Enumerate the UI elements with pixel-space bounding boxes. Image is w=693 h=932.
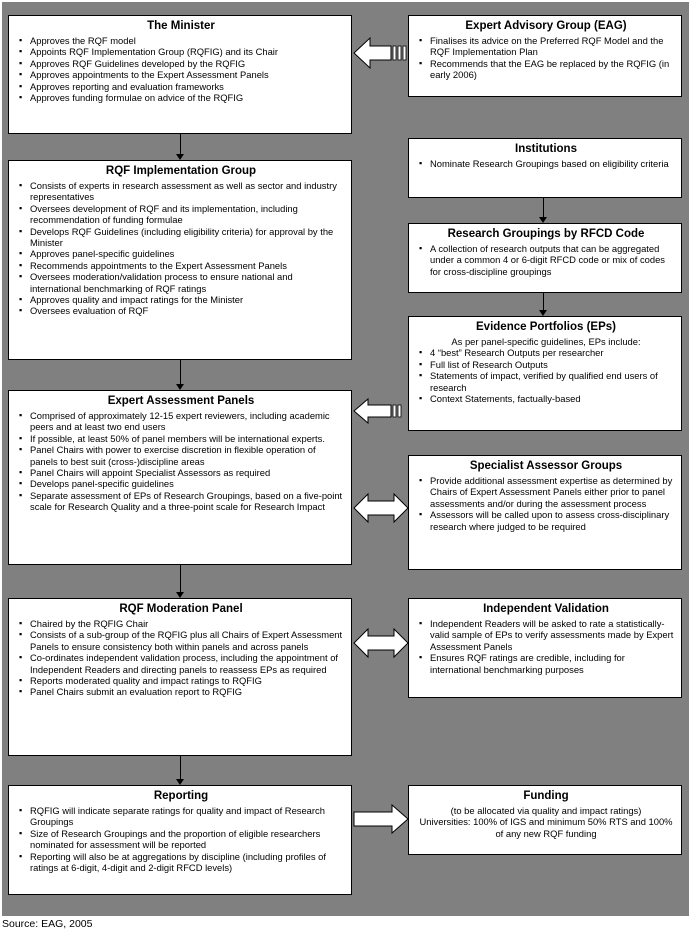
list-item: ▪ Approves reporting and evaluation frameworks <box>30 81 345 92</box>
rqfig-box <box>8 160 352 360</box>
eag-list <box>417 35 675 81</box>
list-item: ▪ Approves panel-specific guidelines <box>30 248 345 259</box>
minister-list <box>17 35 345 103</box>
institutions-list <box>417 158 675 169</box>
list-item: ▪ Oversees evaluation of RQF <box>30 305 345 316</box>
list-item: ▪ Oversees development of RQF and its implementation, including recommendation of funding formulae <box>30 203 345 226</box>
reporting-box <box>8 785 352 895</box>
institutions-title: Institutions <box>515 143 577 155</box>
connector-line <box>543 198 544 217</box>
list-item: ▪ Approves RQF Guidelines developed by the RQFIG <box>30 58 345 69</box>
list-item: ▪ Oversees moderation/validation process to ensure national and international benchmarking of RQF ratings <box>30 271 345 294</box>
research-groupings-list <box>417 243 675 277</box>
list-item: ▪ Consists of experts in research assessment as well as sector and industry representatives <box>30 180 345 203</box>
arrow-down-icon <box>176 384 184 390</box>
rqfig-list <box>17 180 345 317</box>
evidence-portfolios-intro: As per panel-specific guidelines, EPs include: <box>451 336 641 347</box>
moderation-panel-title: RQF Moderation Panel <box>119 603 243 615</box>
connector-line <box>180 360 181 384</box>
list-item: ▪ Reporting will also be at aggregations by discipline (including profiles of ratings at 6-digit, 4-digit and 2-digit RFCD levels) <box>30 851 345 874</box>
arrow-right-icon <box>353 804 409 834</box>
list-item: ▪ Context Statements, factually-based <box>430 393 675 404</box>
arrow-down-icon <box>539 310 547 316</box>
list-item: ▪ Assessors will be called upon to assess cross-disciplinary research where judged to be required <box>430 509 675 532</box>
funding-universities-text: Universities: 100% of IGS and minimum 50% RTS and 100% of any new RQF funding <box>419 816 673 839</box>
expert-panels-box <box>8 390 352 565</box>
list-item: ▪ If possible, at least 50% of panel members will be international experts. <box>30 433 345 444</box>
expert-panels-list <box>17 410 345 513</box>
connector-line <box>543 293 544 310</box>
list-item: ▪ A collection of research outputs that can be aggregated under a common 4 or 6-digit RFCD code or mix of codes for cross-discipline groupings <box>430 243 675 277</box>
independent-validation-box <box>408 598 682 698</box>
list-item: ▪ Develops RQF Guidelines (including eligibility criteria) for approval by the Minister <box>30 226 345 249</box>
evidence-portfolios-list <box>417 347 675 404</box>
moderation-panel-list <box>17 618 345 698</box>
expert-panels-title: Expert Assessment Panels <box>107 395 255 407</box>
list-item: ▪ Appoints RQF Implementation Group (RQFIG) and its Chair <box>30 46 345 57</box>
arrow-down-icon <box>539 217 547 223</box>
connector-line <box>180 756 181 779</box>
list-item: ▪ Approves quality and impact ratings for the Minister <box>30 294 345 305</box>
list-item: ▪ Statements of impact, verified by qualified end users of research <box>430 370 675 393</box>
list-item: ▪ Consists of a sub-group of the RQFIG plus all Chairs of Expert Assessment Panels to ensure consistency both within panels and across panels <box>30 629 345 652</box>
list-item: ▪ Approves appointments to the Expert Assessment Panels <box>30 69 345 80</box>
specialist-assessor-list <box>417 475 675 532</box>
list-item: ▪ Reports moderated quality and impact ratings to RQFIG <box>30 675 345 686</box>
list-item: ▪ Panel Chairs submit an evaluation report to RQFIG <box>30 686 345 697</box>
list-item: ▪ Comprised of approximately 12-15 expert reviewers, including academic peers and at least two end users <box>30 410 345 433</box>
arrow-down-icon <box>176 592 184 598</box>
arrow-left-icon <box>353 398 409 424</box>
list-item: ▪ Provide additional assessment expertise as determined by Chairs of Expert Assessment Panels either prior to panel assessments and/or during the assessment process <box>430 475 675 509</box>
list-item: ▪ Panel Chairs will appoint Specialist Assessors as required <box>30 467 345 478</box>
funding-box <box>408 785 682 855</box>
list-item: ▪ Independent Readers will be asked to rate a statistically-valid sample of EPs to verify assessments made by Expert Assessment Panels <box>430 618 675 652</box>
eag-box <box>408 15 682 97</box>
list-item: ▪ Co-ordinates independent validation process, including the appointment of Independent Readers and directing panels to reassess EPs as required <box>30 652 345 675</box>
research-groupings-title: Research Groupings by RFCD Code <box>447 228 645 240</box>
list-item: ▪ Recommends appointments to the Expert Assessment Panels <box>30 260 345 271</box>
list-item: ▪ Approves funding formulae on advice of the RQFIG <box>30 92 345 103</box>
arrow-down-icon <box>176 779 184 785</box>
list-item: ▪ Full list of Research Outputs <box>430 359 675 370</box>
independent-validation-title: Independent Validation <box>483 603 609 615</box>
source-caption: Source: EAG, 2005 <box>2 918 93 930</box>
list-item: ▪ Finalises its advice on the Preferred RQF Model and the RQF Implementation Plan <box>430 35 675 58</box>
institutions-box <box>408 138 682 198</box>
list-item: ▪ Size of Research Groupings and the proportion of eligible researchers nominated for assessment will be reported <box>30 828 345 851</box>
list-item: ▪ Nominate Research Groupings based on eligibility criteria <box>430 158 675 169</box>
rqfig-title: RQF Implementation Group <box>105 165 257 177</box>
list-item: ▪ Recommends that the EAG be replaced by the RQFIG (in early 2006) <box>430 58 675 81</box>
list-item: ▪ Approves the RQF model <box>30 35 345 46</box>
list-item: ▪ Panel Chairs with power to exercise discretion in flexible operation of panels to best suit (cross-)discipline areas <box>30 444 345 467</box>
minister-box <box>8 15 352 134</box>
list-item: ▪ Ensures RQF ratings are credible, including for international benchmarking purposes <box>430 652 675 675</box>
list-item: ▪ Develops panel-specific guidelines <box>30 478 345 489</box>
list-item: ▪ RQFIG will indicate separate ratings for quality and impact of Research Groupings <box>30 805 345 828</box>
funding-allocation-note: (to be allocated via quality and impact ratings) <box>450 805 642 816</box>
research-groupings-box <box>408 223 682 293</box>
funding-title: Funding <box>523 790 569 802</box>
arrow-down-icon <box>176 154 184 160</box>
specialist-assessor-box <box>408 455 682 570</box>
reporting-list <box>17 805 345 873</box>
arrow-left-icon <box>353 37 409 69</box>
specialist-assessor-title: Specialist Assessor Groups <box>469 460 623 472</box>
connector-line <box>180 565 181 592</box>
independent-validation-list <box>417 618 675 675</box>
minister-title: The Minister <box>147 20 215 32</box>
double-arrow-icon <box>353 493 409 523</box>
evidence-portfolios-title: Evidence Portfolios (EPs) <box>476 321 616 333</box>
list-item: ▪ Separate assessment of EPs of Research Groupings, based on a five-point scale for Research Quality and a three-point scale for Research Impact <box>30 490 345 513</box>
evidence-portfolios-box <box>408 316 682 431</box>
list-item: ▪ 4 “best” Research Outputs per researcher <box>430 347 675 358</box>
eag-title: Expert Advisory Group (EAG) <box>465 20 627 32</box>
moderation-panel-box <box>8 598 352 756</box>
reporting-title: Reporting <box>153 790 209 802</box>
connector-line <box>180 134 181 154</box>
list-item: ▪ Chaired by the RQFIG Chair <box>30 618 345 629</box>
double-arrow-icon <box>353 628 409 658</box>
